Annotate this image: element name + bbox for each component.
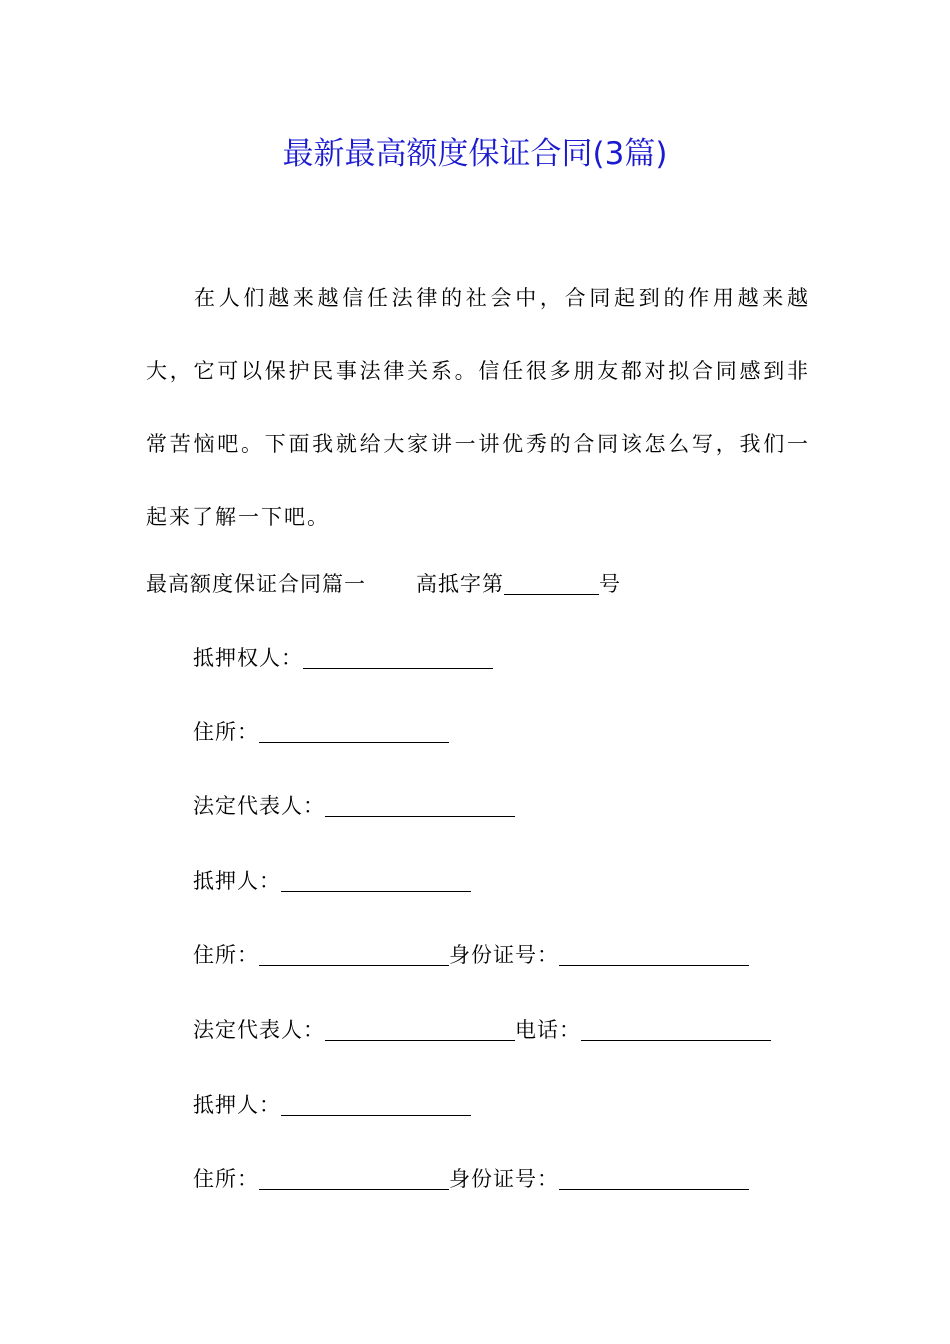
mortgagor-blank [281,865,471,892]
doc-number-prefix: 高抵字第 [416,572,504,596]
document-title: 最新最高额度保证合同(3篇) [282,136,668,172]
mortgagor-line-1 [193,861,471,901]
doc-number-blank [504,568,599,595]
mortgagor-line-2 [193,1085,471,1125]
id-number-label: 身份证号： [449,943,559,967]
mortgagee-line [193,638,493,678]
mortgagee-label: 抵押权人： [193,646,303,670]
mortgagor-address-line-2 [193,1159,749,1199]
section-heading: 最高额度保证合同篇一 [146,572,366,596]
address-label: 住所： [193,943,259,967]
id-number-blank [559,939,749,966]
address-blank [259,1163,449,1190]
doc-number-suffix: 号 [599,572,621,596]
address-label: 住所： [193,720,259,744]
address-blank [259,716,449,743]
legal-rep-label: 法定代表人： [193,1018,325,1042]
mortgagor-label: 抵押人： [193,1093,281,1117]
legal-rep-blank [325,1014,515,1041]
mortgagor-address-line-1 [193,935,749,975]
mortgagor-blank [281,1089,471,1116]
address-label: 住所： [193,1167,259,1191]
id-number-label: 身份证号： [449,1167,559,1191]
address-blank [259,939,449,966]
mortgagee-address-line [193,712,449,752]
mortgagee-blank [303,642,493,669]
section-heading-line [146,564,621,604]
mortgagor-legal-rep-line [193,1010,771,1050]
phone-label: 电话： [515,1018,581,1042]
legal-rep-blank [325,790,515,817]
phone-blank [581,1014,771,1041]
legal-rep-label: 法定代表人： [193,794,325,818]
mortgagor-label: 抵押人： [193,869,281,893]
mortgagee-legal-rep-line [193,786,515,826]
id-number-blank [559,1163,749,1190]
intro-paragraph: 在人们越来越信任法律的社会中，合同起到的作用越来越大，它可以保护民事法律关系。信任很多朋友都对拟合同感到非常苦恼吧。下面我就给大家讲一讲优秀的合同该怎么写，我们一起来了解一下吧。 [146,286,810,529]
